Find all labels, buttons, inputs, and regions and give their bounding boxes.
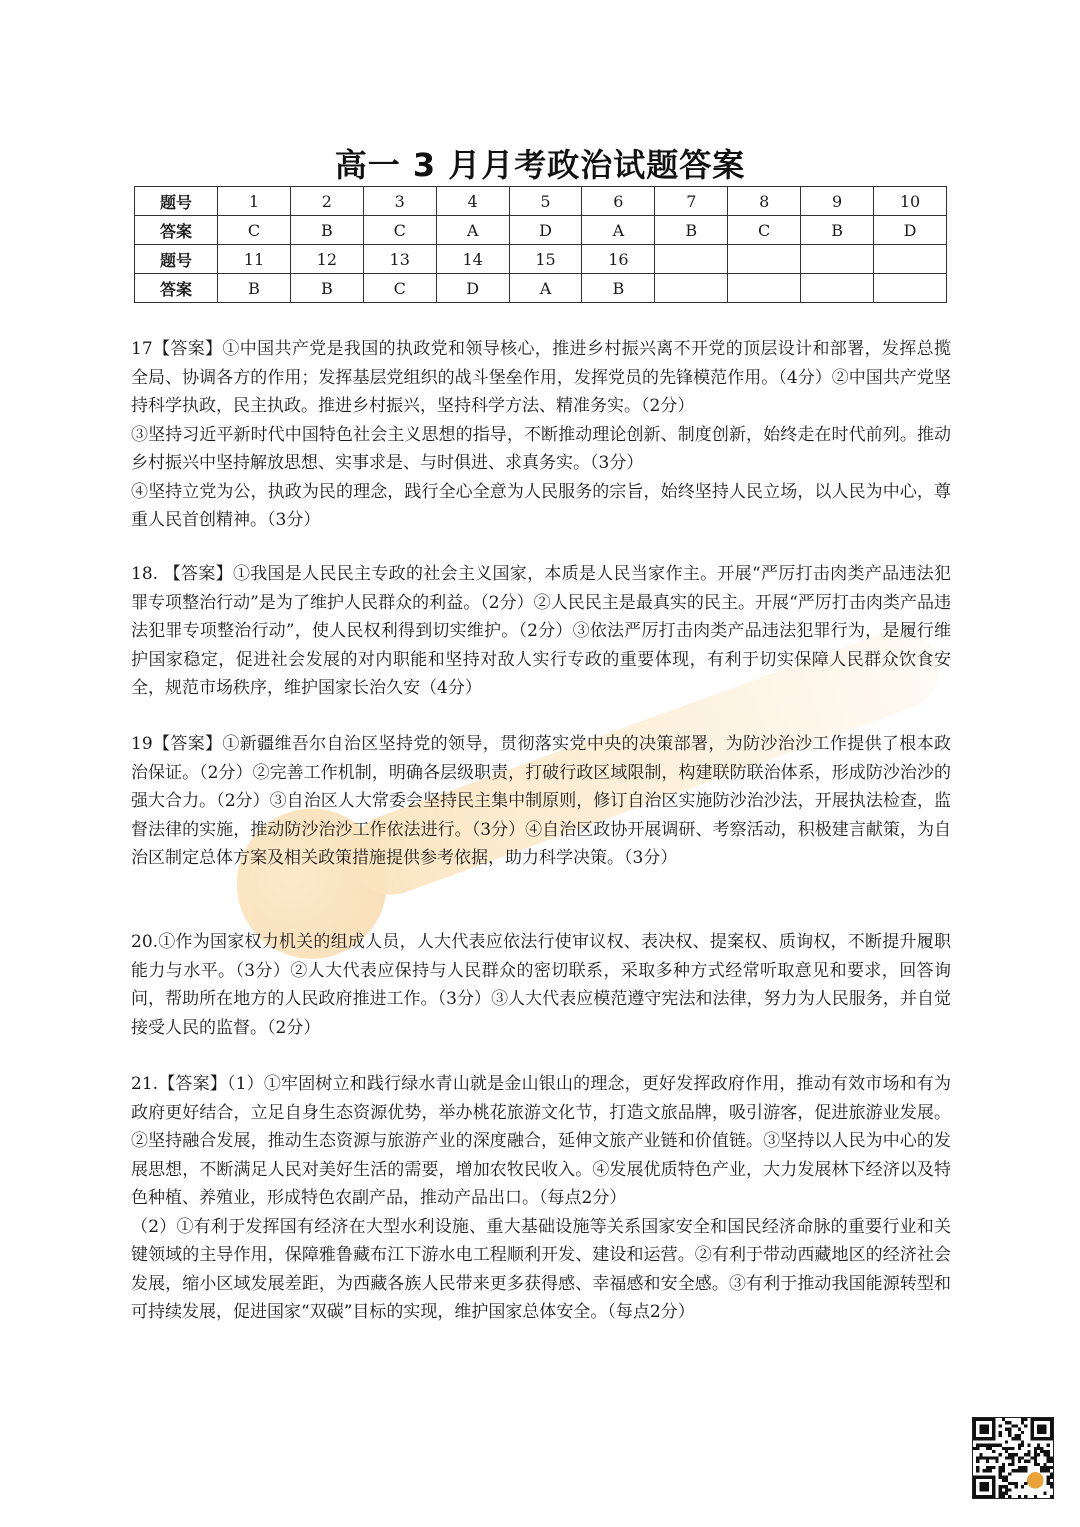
table-cell: D [874,216,947,245]
table-cell [801,274,874,303]
table-cell: B [582,274,655,303]
table-cell: C [363,216,436,245]
table-cell: A [582,216,655,245]
answer-18 [131,560,951,703]
qr-code [972,1417,1054,1499]
answer-19 [131,730,951,873]
table-cell: 4 [436,187,509,216]
table-cell: 1 [218,187,291,216]
qr-code-image [973,1418,1053,1498]
row-label: 题号 [135,187,218,216]
table-cell: B [801,216,874,245]
answer-21-part-2: （2）①有利于发挥国有经济在大型水利设施、重大基础设施等关系国家安全和国民经济命脉的重要行业和关键领域的主导作用，保障雅鲁藏布江下游水电工程顺利开发、建设和运营。②有利于带动西藏地区的经济社会发展，缩小区域发展差距，为西藏各族人民带来更多获得感、幸福感和安全感。③有利于推动我国能源转型和可持续发展，促进国家“双碳”目标的实现，维护国家总体安全。（每点2分） [131,1216,951,1322]
answer-table-row [135,187,947,216]
answer-table [134,186,947,303]
table-cell: 15 [509,245,582,274]
table-cell: D [436,274,509,303]
table-cell [728,274,801,303]
table-cell: 6 [582,187,655,216]
table-cell: B [290,216,363,245]
table-cell: 2 [290,187,363,216]
table-cell: 3 [363,187,436,216]
table-cell: 13 [363,245,436,274]
answer-17-part-3: ④坚持立党为公，执政为民的理念，践行全心全意为人民服务的宗旨，始终坚持人民立场，以人民为中心，尊重人民首创精神。（3分） [131,481,951,530]
table-cell: 5 [509,187,582,216]
table-cell: B [218,274,291,303]
row-label: 答案 [135,216,218,245]
table-cell: C [218,216,291,245]
answer-20 [131,928,951,1042]
table-cell: A [436,216,509,245]
answer-21 [131,1070,951,1327]
table-cell: B [290,274,363,303]
table-cell [655,245,728,274]
table-cell: 12 [290,245,363,274]
table-cell: 10 [874,187,947,216]
table-cell: 9 [801,187,874,216]
answer-18-text: 18. 【答案】①我国是人民民主专政的社会主义国家，本质是人民当家作主。开展“严厉打击肉类产品违法犯罪专项整治行动”是为了维护人民群众的利益。（2分）②人民民主是最真实的民主。开展“严厉打击肉类产品违法犯罪专项整治行动”，使人民权利得到切实维护。（2分）③依法严厉打击肉类产品违法犯罪行为，是履行维护国家稳定，促进社会发展的对内职能和坚持对敌人实行专政的重要体现，有利于切实保障人民群众饮食安全，规范市场秩序，维护国家长治久安（4分） [131,564,951,698]
answer-table-row [135,245,947,274]
table-cell [801,245,874,274]
table-cell: C [363,274,436,303]
table-cell: 8 [728,187,801,216]
answer-17 [131,335,951,535]
page-title: 高一 3 月月考政治试题答案 [334,146,746,184]
table-cell [874,274,947,303]
table-cell [655,274,728,303]
answer-20-text: 20.①作为国家权力机关的组成人员，人大代表应依法行使审议权、表决权、提案权、质询权，不断提升履职能力与水平。（3分）②人大代表应保持与人民群众的密切联系，采取多种方式经常听取意见和要求，回答询问，帮助所在地方的人民政府推进工作。（3分）③人大代表应模范遵守宪法和法律，努力为人民服务，并自觉接受人民的监督。（2分） [131,932,951,1038]
table-cell: C [728,216,801,245]
table-cell: 7 [655,187,728,216]
table-cell [874,245,947,274]
answer-17-part-2: ③坚持习近平新时代中国特色社会主义思想的指导，不断推动理论创新、制度创新，始终走在时代前列。推动乡村振兴中坚持解放思想、实事求是、与时俱进、求真务实。（3分） [131,424,951,473]
answer-table-row [135,216,947,245]
table-cell: D [509,216,582,245]
row-label: 答案 [135,274,218,303]
answer-21-part-1: 21.【答案】（1）①牢固树立和践行绿水青山就是金山银山的理念，更好发挥政府作用，推动有效市场和有为政府更好结合，立足自身生态资源优势，举办桃花旅游文化节，打造文旅品牌，吸引游客，促进旅游业发展。②坚持融合发展，推动生态资源与旅游产业的深度融合，延伸文旅产业链和价值链。③坚持以人民为中心的发展思想，不断满足人民对美好生活的需要，增加农牧民收入。④发展优质特色产业，大力发展林下经济以及特色种植、养殖业，形成特色农副产品，推动产品出口。（每点2分） [131,1074,951,1208]
answer-19-text: 19【答案】①新疆维吾尔自治区坚持党的领导，贯彻落实党中央的决策部署，为防沙治沙工作提供了根本政治保证。（2分）②完善工作机制，明确各层级职责，打破行政区域限制，构建联防联治体系，形成防沙治沙的强大合力。（2分）③自治区人大常委会坚持民主集中制原则，修订自治区实施防沙治沙法，开展执法检查，监督法律的实施，推动防沙治沙工作依法进行。（3分）④自治区政协开展调研、考察活动，积极建言献策，为自治区制定总体方案及相关政策措施提供参考依据，助力科学决策。（3分） [131,734,951,868]
table-cell: 16 [582,245,655,274]
answer-17-part-1: 17【答案】①中国共产党是我国的执政党和领导核心，推进乡村振兴离不开党的顶层设计和部署，发挥总揽全局、协调各方的作用；发挥基层党组织的战斗堡垒作用，发挥党员的先锋模范作用。（4分）②中国共产党坚持科学执政，民主执政。推进乡村振兴，坚持科学方法、精准务实。（2分） [131,339,951,416]
table-cell: B [655,216,728,245]
row-label: 题号 [135,245,218,274]
table-cell: 14 [436,245,509,274]
answer-table-row [135,274,947,303]
table-cell [728,245,801,274]
table-cell: 11 [218,245,291,274]
table-cell: A [509,274,582,303]
